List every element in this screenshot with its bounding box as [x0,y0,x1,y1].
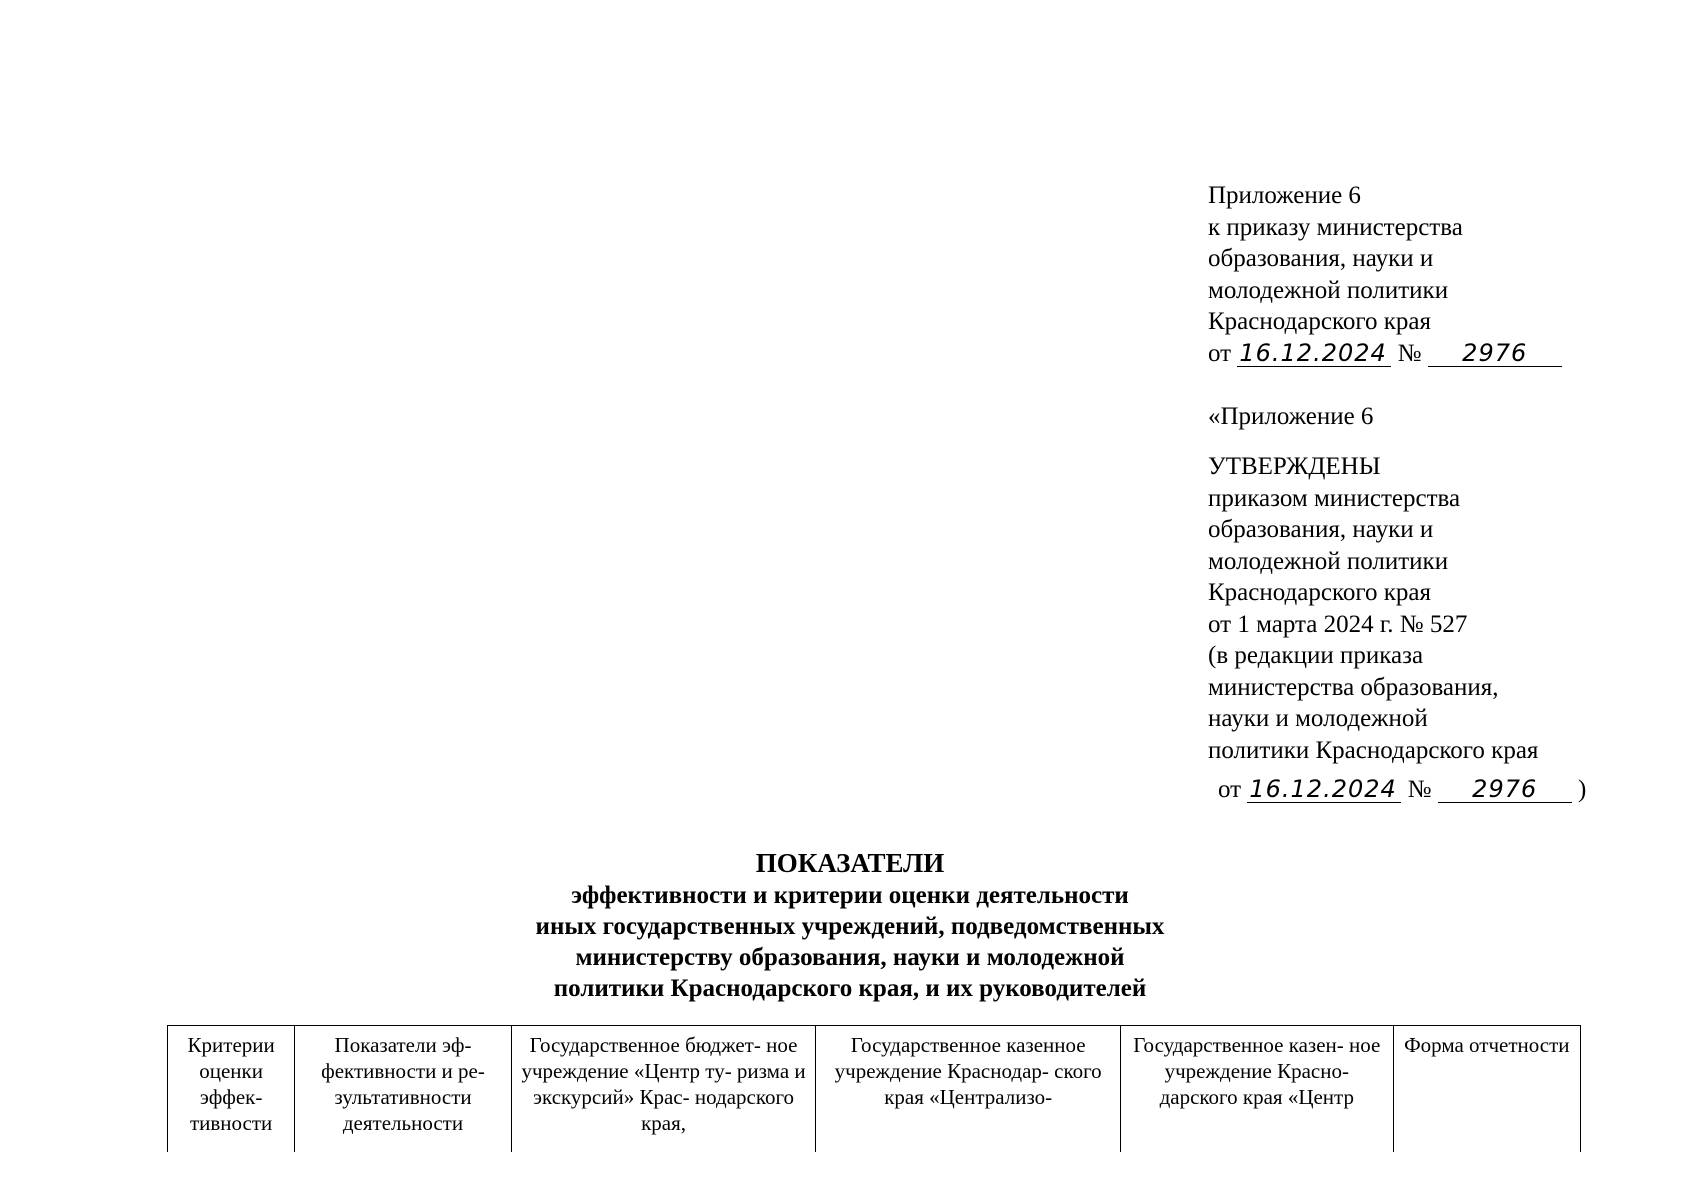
approval-line: образования, науки и [1208,516,1434,543]
column-header-indicators: Показатели эф- фективности и ре- зультативности деятельности [295,1026,511,1153]
closing-parenthesis: ) [1577,776,1587,803]
column-header-criteria: Критерии оценки эффек- тивности [168,1026,295,1153]
number-sign: № [1407,776,1432,803]
criteria-table [167,1025,1581,1152]
approval-line: молодежной политики [1208,547,1449,575]
approval-line: политики Краснодарского края [1208,736,1539,764]
approval-line: от 1 марта 2024 г. № 527 [1208,610,1468,638]
table-header-row [168,1026,1581,1153]
approval-line: (в редакции приказа [1208,642,1424,669]
document-title [400,846,1300,1004]
appendix-line: Краснодарского края [1208,308,1431,335]
handwritten-order-date: 16.12.2024 [1247,776,1401,803]
approval-order-ref [1208,774,1668,806]
spacer [1208,369,1668,401]
title-main: ПОКАЗАТЕЛИ [755,848,945,878]
title-line: политики Краснодарского края, и их руководителей [553,975,1147,1002]
approval-line: приказом министерства [1208,484,1461,512]
appendix-label: Приложение 6 [1208,182,1361,209]
approval-line: Краснодарского края [1208,579,1431,606]
spacer [1208,432,1668,451]
from-prefix: от [1218,776,1242,803]
approval-line: министерства образования, [1208,673,1499,701]
approved-heading: УТВЕРЖДЕНЫ [1208,453,1381,480]
approval-line: науки и молодежной [1208,705,1428,732]
title-line: иных государственных учреждений, подведомственных [535,913,1165,940]
title-line: министерству образования, науки и молодежной [575,944,1125,971]
column-header-report-form: Форма отчетности [1393,1026,1580,1153]
appendix-block [1208,180,1668,806]
handwritten-order-number: 2976 [1438,776,1572,803]
column-header-institution-tourism: Государственное бюджет- ное учреждение «Центр ту- ризма и экскурсий» Крас- нодарского края, [511,1026,816,1153]
column-header-institution-centralized: Государственное казенное учреждение Краснодар- ского края «Централизо- [816,1026,1121,1153]
approval-appendix-label: «Приложение 6 [1208,402,1374,430]
appendix-line: к приказу министерства [1208,213,1463,241]
appendix-line: образования, науки и [1208,245,1434,272]
handwritten-order-date: 16.12.2024 [1237,340,1391,367]
appendix-order-ref [1208,338,1668,370]
from-prefix: от [1208,339,1232,367]
handwritten-order-number: 2976 [1428,340,1562,367]
number-sign: № [1397,339,1422,367]
appendix-line: молодежной политики [1208,276,1449,304]
title-line: эффективности и критерии оценки деятельности [571,882,1129,909]
column-header-institution-center: Государственное казен- ное учреждение Красно- дарского края «Центр [1121,1026,1394,1153]
